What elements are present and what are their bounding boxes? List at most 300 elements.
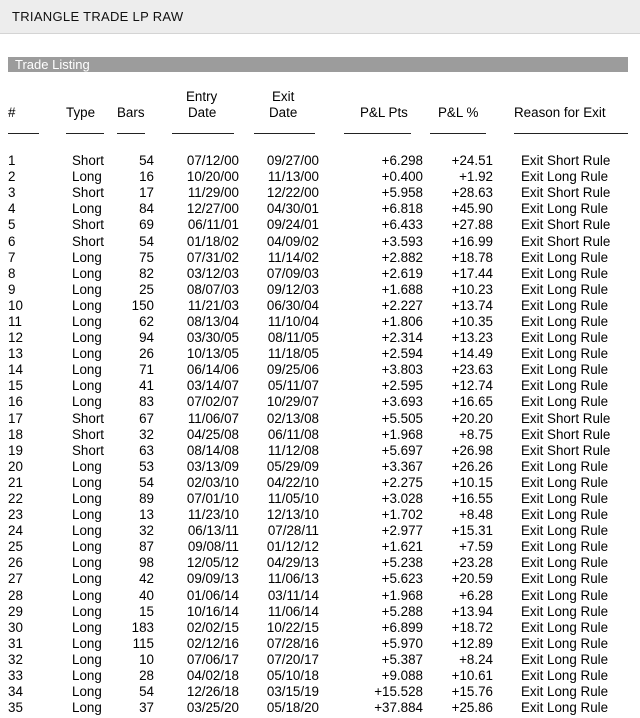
trade-entry-date: 02/03/10 bbox=[186, 474, 239, 490]
trade-entry-date: 08/14/08 bbox=[186, 442, 239, 458]
trade-pl-points: +2.314 bbox=[381, 330, 423, 346]
trade-exit-reason: Exit Short Rule bbox=[521, 217, 611, 233]
trade-number: 35 bbox=[8, 700, 23, 716]
trade-pl-percent: +8.75 bbox=[459, 426, 493, 442]
table-row bbox=[0, 314, 610, 330]
trade-type: Long bbox=[72, 330, 102, 346]
trade-exit-reason: Exit Long Rule bbox=[521, 700, 609, 716]
trade-exit-reason: Exit Long Rule bbox=[521, 523, 609, 539]
trade-pl-percent: +23.28 bbox=[451, 555, 493, 571]
trade-exit-reason: Exit Long Rule bbox=[521, 491, 609, 507]
trade-exit-date: 04/22/10 bbox=[266, 474, 319, 490]
window-title: TRIANGLE TRADE LP RAW bbox=[12, 9, 184, 24]
trade-bars: 25 bbox=[139, 281, 154, 297]
trade-entry-date: 10/13/05 bbox=[186, 346, 239, 362]
header-pl-pct: P&L % bbox=[438, 105, 479, 120]
trade-entry-date: 07/12/00 bbox=[186, 153, 239, 169]
trade-number: 11 bbox=[8, 313, 22, 329]
trade-type: Long bbox=[72, 491, 102, 507]
trade-type: Long bbox=[72, 265, 102, 281]
trade-exit-date: 05/29/09 bbox=[266, 458, 319, 474]
trade-number: 16 bbox=[8, 394, 23, 410]
trade-type: Long bbox=[72, 313, 102, 329]
trade-exit-date: 11/14/02 bbox=[267, 249, 319, 265]
trade-exit-reason: Exit Long Rule bbox=[521, 635, 609, 651]
trade-pl-points: +3.803 bbox=[381, 362, 423, 378]
trade-number: 6 bbox=[8, 233, 16, 249]
trade-entry-date: 03/30/05 bbox=[186, 330, 239, 346]
trade-exit-reason: Exit Short Rule bbox=[521, 426, 611, 442]
trade-bars: 28 bbox=[139, 668, 154, 684]
trade-type: Long bbox=[72, 297, 102, 313]
trade-exit-date: 11/06/14 bbox=[267, 603, 319, 619]
trade-pl-percent: +14.49 bbox=[451, 346, 493, 362]
trade-pl-percent: +15.31 bbox=[451, 523, 493, 539]
trade-entry-date: 01/18/02 bbox=[186, 233, 239, 249]
trade-exit-reason: Exit Long Rule bbox=[521, 555, 609, 571]
trade-number: 22 bbox=[8, 491, 23, 507]
trade-entry-date: 12/26/18 bbox=[186, 684, 239, 700]
trade-pl-points: +1.806 bbox=[381, 313, 423, 329]
trade-pl-percent: +12.89 bbox=[451, 635, 493, 651]
header-underline bbox=[66, 133, 104, 134]
trade-exit-reason: Exit Long Rule bbox=[521, 507, 609, 523]
trade-number: 8 bbox=[8, 265, 16, 281]
trade-type: Long bbox=[72, 249, 102, 265]
trade-exit-date: 03/15/19 bbox=[266, 684, 319, 700]
trade-entry-date: 11/23/10 bbox=[187, 507, 239, 523]
trade-entry-date: 06/14/06 bbox=[186, 362, 239, 378]
table-row bbox=[0, 668, 610, 684]
trade-entry-date: 09/08/11 bbox=[187, 539, 239, 555]
trade-number: 13 bbox=[8, 346, 23, 362]
trade-number: 7 bbox=[8, 249, 16, 265]
header-exit-line2: Date bbox=[269, 105, 298, 120]
trade-entry-date: 07/31/02 bbox=[186, 249, 239, 265]
trade-bars: 54 bbox=[139, 233, 154, 249]
trade-pl-points: +3.028 bbox=[381, 491, 423, 507]
trade-number: 10 bbox=[8, 297, 23, 313]
table-row bbox=[0, 507, 610, 523]
table-row bbox=[0, 427, 610, 443]
table-row bbox=[0, 362, 610, 378]
trade-exit-date: 11/12/08 bbox=[267, 442, 319, 458]
trade-number: 15 bbox=[8, 378, 23, 394]
trade-exit-date: 06/11/08 bbox=[267, 426, 319, 442]
trade-exit-reason: Exit Long Rule bbox=[521, 378, 609, 394]
trade-pl-points: +5.970 bbox=[381, 635, 423, 651]
trade-pl-percent: +10.35 bbox=[451, 313, 493, 329]
trade-type: Long bbox=[72, 619, 102, 635]
trade-bars: 32 bbox=[139, 523, 154, 539]
trade-type: Short bbox=[72, 426, 105, 442]
trade-pl-points: +5.238 bbox=[381, 555, 423, 571]
trade-exit-date: 02/13/08 bbox=[266, 410, 319, 426]
trade-number: 4 bbox=[8, 201, 16, 217]
trade-type: Long bbox=[72, 571, 102, 587]
trade-bars: 53 bbox=[139, 458, 154, 474]
trade-pl-percent: +1.92 bbox=[459, 169, 493, 185]
trade-type: Short bbox=[72, 410, 105, 426]
trade-pl-percent: +16.99 bbox=[451, 233, 493, 249]
trade-entry-date: 01/06/14 bbox=[186, 587, 239, 603]
trade-bars: 17 bbox=[139, 185, 154, 201]
trade-bars: 98 bbox=[139, 555, 154, 571]
trade-exit-reason: Exit Long Rule bbox=[521, 346, 609, 362]
trade-exit-date: 05/18/20 bbox=[266, 700, 319, 716]
header-bars: Bars bbox=[117, 105, 145, 120]
table-row bbox=[0, 185, 610, 201]
table-row bbox=[0, 266, 610, 282]
trade-exit-reason: Exit Long Rule bbox=[521, 265, 609, 281]
trade-number: 20 bbox=[8, 458, 23, 474]
trade-bars: 15 bbox=[139, 603, 154, 619]
trade-type: Long bbox=[72, 668, 102, 684]
trade-pl-points: +1.702 bbox=[381, 507, 423, 523]
section-header bbox=[8, 57, 628, 72]
trade-entry-date: 03/13/09 bbox=[186, 458, 239, 474]
trade-exit-reason: Exit Long Rule bbox=[521, 249, 609, 265]
trade-exit-reason: Exit Short Rule bbox=[521, 442, 611, 458]
trade-number: 12 bbox=[8, 330, 23, 346]
trade-bars: 67 bbox=[139, 410, 154, 426]
trade-exit-date: 09/25/06 bbox=[266, 362, 319, 378]
trade-exit-date: 04/09/02 bbox=[266, 233, 319, 249]
trade-pl-percent: +7.59 bbox=[459, 539, 493, 555]
trade-entry-date: 12/05/12 bbox=[186, 555, 239, 571]
trade-pl-percent: +13.94 bbox=[451, 603, 493, 619]
table-row bbox=[0, 491, 610, 507]
trade-exit-reason: Exit Long Rule bbox=[521, 619, 609, 635]
header-underline bbox=[8, 133, 39, 134]
trade-number: 32 bbox=[8, 651, 23, 667]
trade-type: Long bbox=[72, 507, 102, 523]
trade-pl-percent: +17.44 bbox=[451, 265, 493, 281]
trade-pl-percent: +15.76 bbox=[451, 684, 493, 700]
trade-entry-date: 11/21/03 bbox=[187, 297, 239, 313]
trade-pl-points: +6.818 bbox=[381, 201, 423, 217]
header-reason: Reason for Exit bbox=[514, 105, 606, 120]
trade-type: Long bbox=[72, 474, 102, 490]
trade-pl-points: +2.594 bbox=[381, 346, 423, 362]
trade-exit-reason: Exit Long Rule bbox=[521, 603, 609, 619]
trade-bars: 89 bbox=[139, 491, 154, 507]
trade-number: 27 bbox=[8, 571, 23, 587]
trade-exit-date: 10/29/07 bbox=[266, 394, 319, 410]
trade-number: 19 bbox=[8, 442, 23, 458]
trade-bars: 40 bbox=[139, 587, 154, 603]
trade-exit-date: 01/12/12 bbox=[266, 539, 319, 555]
trade-number: 3 bbox=[8, 185, 16, 201]
trade-exit-date: 07/28/11 bbox=[267, 523, 319, 539]
trade-exit-date: 07/09/03 bbox=[266, 265, 319, 281]
trade-exit-reason: Exit Long Rule bbox=[521, 684, 609, 700]
trade-bars: 54 bbox=[139, 153, 154, 169]
trade-type: Long bbox=[72, 635, 102, 651]
table-row bbox=[0, 539, 610, 555]
trade-exit-date: 09/24/01 bbox=[266, 217, 319, 233]
trade-number: 25 bbox=[8, 539, 23, 555]
header-underline bbox=[430, 133, 486, 134]
table-row bbox=[0, 394, 610, 410]
trade-pl-points: +5.505 bbox=[381, 410, 423, 426]
header-exit-line1: Exit bbox=[272, 89, 295, 104]
trade-entry-date: 03/12/03 bbox=[186, 265, 239, 281]
trade-entry-date: 06/13/11 bbox=[187, 523, 239, 539]
trade-pl-points: +5.387 bbox=[381, 651, 423, 667]
trade-pl-percent: +26.98 bbox=[451, 442, 493, 458]
trade-pl-points: +9.088 bbox=[381, 668, 423, 684]
trade-type: Short bbox=[72, 442, 105, 458]
trade-bars: 10 bbox=[139, 651, 154, 667]
trade-table-body bbox=[0, 153, 610, 716]
trade-type: Long bbox=[72, 346, 102, 362]
trade-entry-date: 02/02/15 bbox=[186, 619, 239, 635]
trade-type: Long bbox=[72, 587, 102, 603]
trade-pl-points: +2.275 bbox=[381, 474, 423, 490]
trade-exit-reason: Exit Long Rule bbox=[521, 201, 609, 217]
trade-exit-reason: Exit Long Rule bbox=[521, 571, 609, 587]
table-row bbox=[0, 217, 610, 233]
trade-pl-percent: +6.28 bbox=[459, 587, 493, 603]
trade-pl-points: +2.595 bbox=[381, 378, 423, 394]
trade-exit-date: 05/11/07 bbox=[267, 378, 319, 394]
trade-entry-date: 08/07/03 bbox=[186, 281, 239, 297]
trade-bars: 16 bbox=[139, 169, 154, 185]
trade-bars: 94 bbox=[139, 330, 154, 346]
trade-bars: 69 bbox=[139, 217, 154, 233]
trade-type: Long bbox=[72, 684, 102, 700]
trade-pl-points: +6.433 bbox=[381, 217, 423, 233]
trade-pl-percent: +12.74 bbox=[451, 378, 493, 394]
trade-number: 17 bbox=[8, 410, 23, 426]
trade-exit-date: 11/13/00 bbox=[267, 169, 319, 185]
trade-pl-points: +5.623 bbox=[381, 571, 423, 587]
trade-pl-percent: +23.63 bbox=[451, 362, 493, 378]
trade-number: 24 bbox=[8, 523, 23, 539]
trade-pl-percent: +20.59 bbox=[451, 571, 493, 587]
table-row bbox=[0, 330, 610, 346]
header-underline bbox=[117, 133, 145, 134]
header-underline bbox=[254, 133, 315, 134]
table-row bbox=[0, 169, 610, 185]
table-row bbox=[0, 620, 610, 636]
trade-pl-percent: +13.74 bbox=[451, 297, 493, 313]
trade-pl-percent: +25.86 bbox=[451, 700, 493, 716]
trade-exit-reason: Exit Long Rule bbox=[521, 539, 609, 555]
trade-type: Long bbox=[72, 539, 102, 555]
header-type: Type bbox=[66, 105, 96, 120]
trade-pl-points: +3.367 bbox=[381, 458, 423, 474]
trade-exit-date: 07/20/17 bbox=[266, 651, 319, 667]
header-num: # bbox=[8, 105, 16, 120]
trade-exit-date: 12/13/10 bbox=[266, 507, 319, 523]
trade-pl-percent: +26.26 bbox=[451, 458, 493, 474]
trade-bars: 150 bbox=[131, 297, 154, 313]
trade-bars: 115 bbox=[132, 635, 154, 651]
trade-exit-date: 09/27/00 bbox=[266, 153, 319, 169]
trade-pl-percent: +10.61 bbox=[451, 668, 493, 684]
table-row bbox=[0, 201, 610, 217]
trade-pl-points: +15.528 bbox=[374, 684, 423, 700]
trade-pl-points: +5.288 bbox=[381, 603, 423, 619]
trade-type: Long bbox=[72, 201, 102, 217]
table-row bbox=[0, 411, 610, 427]
table-row bbox=[0, 153, 610, 169]
trade-pl-percent: +27.88 bbox=[451, 217, 493, 233]
trade-pl-points: +5.958 bbox=[381, 185, 423, 201]
trade-type: Long bbox=[72, 603, 102, 619]
trade-exit-reason: Exit Long Rule bbox=[521, 297, 609, 313]
trade-type: Long bbox=[72, 651, 102, 667]
trade-entry-date: 04/02/18 bbox=[186, 668, 239, 684]
trade-entry-date: 10/16/14 bbox=[186, 603, 239, 619]
table-row bbox=[0, 604, 610, 620]
trade-number: 21 bbox=[8, 474, 23, 490]
trade-number: 30 bbox=[8, 619, 23, 635]
trade-pl-points: +2.977 bbox=[381, 523, 423, 539]
trade-bars: 82 bbox=[139, 265, 154, 281]
table-row bbox=[0, 443, 610, 459]
trade-bars: 75 bbox=[139, 249, 154, 265]
trade-pl-percent: +16.55 bbox=[451, 491, 493, 507]
table-row bbox=[0, 636, 610, 652]
trade-bars: 32 bbox=[139, 426, 154, 442]
trade-pl-percent: +8.24 bbox=[459, 651, 493, 667]
trade-entry-date: 07/02/07 bbox=[186, 394, 239, 410]
trade-pl-percent: +20.20 bbox=[451, 410, 493, 426]
trade-entry-date: 10/20/00 bbox=[186, 169, 239, 185]
table-row bbox=[0, 459, 610, 475]
trade-exit-reason: Exit Short Rule bbox=[521, 233, 611, 249]
trade-entry-date: 07/06/17 bbox=[186, 651, 239, 667]
trade-bars: 63 bbox=[139, 442, 154, 458]
trade-pl-points: +6.298 bbox=[381, 153, 423, 169]
trade-pl-points: +1.621 bbox=[381, 539, 423, 555]
trade-exit-reason: Exit Short Rule bbox=[521, 185, 611, 201]
trade-number: 1 bbox=[8, 153, 16, 169]
trade-exit-reason: Exit Long Rule bbox=[521, 651, 609, 667]
trade-pl-points: +3.593 bbox=[381, 233, 423, 249]
trade-exit-date: 06/30/04 bbox=[266, 297, 319, 313]
trade-entry-date: 03/25/20 bbox=[186, 700, 239, 716]
table-row bbox=[0, 555, 610, 571]
trade-type: Long bbox=[72, 700, 102, 716]
trade-entry-date: 04/25/08 bbox=[186, 426, 239, 442]
header-pl-pts: P&L Pts bbox=[360, 105, 408, 120]
trade-exit-date: 11/05/10 bbox=[267, 491, 319, 507]
trade-bars: 54 bbox=[139, 474, 154, 490]
trade-entry-date: 02/12/16 bbox=[186, 635, 239, 651]
trade-type: Short bbox=[72, 185, 105, 201]
header-entry-line1: Entry bbox=[186, 89, 218, 104]
table-row bbox=[0, 700, 610, 716]
trade-pl-percent: +16.65 bbox=[451, 394, 493, 410]
trade-bars: 183 bbox=[131, 619, 154, 635]
window-titlebar bbox=[0, 0, 640, 34]
trade-bars: 84 bbox=[139, 201, 154, 217]
trade-pl-points: +37.884 bbox=[374, 700, 423, 716]
trade-exit-date: 10/22/15 bbox=[266, 619, 319, 635]
trade-entry-date: 07/01/10 bbox=[186, 491, 239, 507]
trade-type: Long bbox=[72, 281, 102, 297]
trade-pl-percent: +10.23 bbox=[451, 281, 493, 297]
trade-exit-reason: Exit Long Rule bbox=[521, 330, 609, 346]
trade-pl-points: +6.899 bbox=[381, 619, 423, 635]
trade-exit-date: 03/11/14 bbox=[267, 587, 319, 603]
trade-entry-date: 08/13/04 bbox=[186, 313, 239, 329]
trade-pl-percent: +18.72 bbox=[451, 619, 493, 635]
trade-exit-reason: Exit Long Rule bbox=[521, 169, 609, 185]
table-row bbox=[0, 588, 610, 604]
trade-bars: 41 bbox=[139, 378, 154, 394]
trade-exit-date: 11/18/05 bbox=[267, 346, 319, 362]
table-row bbox=[0, 684, 610, 700]
trade-exit-reason: Exit Short Rule bbox=[521, 410, 611, 426]
trade-number: 2 bbox=[8, 169, 16, 185]
table-row bbox=[0, 250, 610, 266]
trade-table bbox=[0, 153, 610, 716]
trade-type: Long bbox=[72, 362, 102, 378]
trade-pl-points: +2.227 bbox=[381, 297, 423, 313]
trade-exit-reason: Exit Long Rule bbox=[521, 668, 609, 684]
trade-number: 33 bbox=[8, 668, 23, 684]
trade-entry-date: 06/11/01 bbox=[187, 217, 239, 233]
table-row bbox=[0, 346, 610, 362]
trade-pl-points: +5.697 bbox=[381, 442, 423, 458]
trade-exit-date: 05/10/18 bbox=[266, 668, 319, 684]
trade-number: 34 bbox=[8, 684, 23, 700]
trade-exit-reason: Exit Short Rule bbox=[521, 153, 611, 169]
trade-pl-points: +1.688 bbox=[381, 281, 423, 297]
trade-exit-date: 04/29/13 bbox=[266, 555, 319, 571]
trade-pl-points: +2.882 bbox=[381, 249, 423, 265]
table-row bbox=[0, 523, 610, 539]
trade-number: 18 bbox=[8, 426, 23, 442]
trade-bars: 37 bbox=[139, 700, 154, 716]
trade-bars: 42 bbox=[139, 571, 154, 587]
trade-number: 26 bbox=[8, 555, 23, 571]
trade-number: 23 bbox=[8, 507, 23, 523]
trade-type: Long bbox=[72, 555, 102, 571]
section-title: Trade Listing bbox=[15, 57, 90, 72]
trade-bars: 62 bbox=[139, 313, 154, 329]
trade-exit-date: 08/11/05 bbox=[267, 330, 319, 346]
trade-bars: 13 bbox=[139, 507, 154, 523]
trade-entry-date: 12/27/00 bbox=[186, 201, 239, 217]
trade-type: Long bbox=[72, 169, 102, 185]
trade-exit-date: 09/12/03 bbox=[266, 281, 319, 297]
trade-number: 5 bbox=[8, 217, 16, 233]
trade-pl-percent: +28.63 bbox=[451, 185, 493, 201]
trade-pl-points: +2.619 bbox=[381, 265, 423, 281]
trade-exit-reason: Exit Long Rule bbox=[521, 587, 609, 603]
trade-pl-percent: +45.90 bbox=[451, 201, 493, 217]
trade-pl-percent: +13.23 bbox=[451, 330, 493, 346]
trade-exit-reason: Exit Long Rule bbox=[521, 394, 609, 410]
trade-pl-points: +3.693 bbox=[381, 394, 423, 410]
trade-exit-reason: Exit Long Rule bbox=[521, 313, 609, 329]
trade-pl-points: +1.968 bbox=[381, 587, 423, 603]
table-row bbox=[0, 571, 610, 587]
trade-pl-percent: +18.78 bbox=[451, 249, 493, 265]
trade-type: Long bbox=[72, 458, 102, 474]
trade-entry-date: 09/09/13 bbox=[186, 571, 239, 587]
trade-exit-reason: Exit Long Rule bbox=[521, 281, 609, 297]
trade-exit-reason: Exit Long Rule bbox=[521, 362, 609, 378]
trade-exit-reason: Exit Long Rule bbox=[521, 474, 609, 490]
table-row bbox=[0, 282, 610, 298]
